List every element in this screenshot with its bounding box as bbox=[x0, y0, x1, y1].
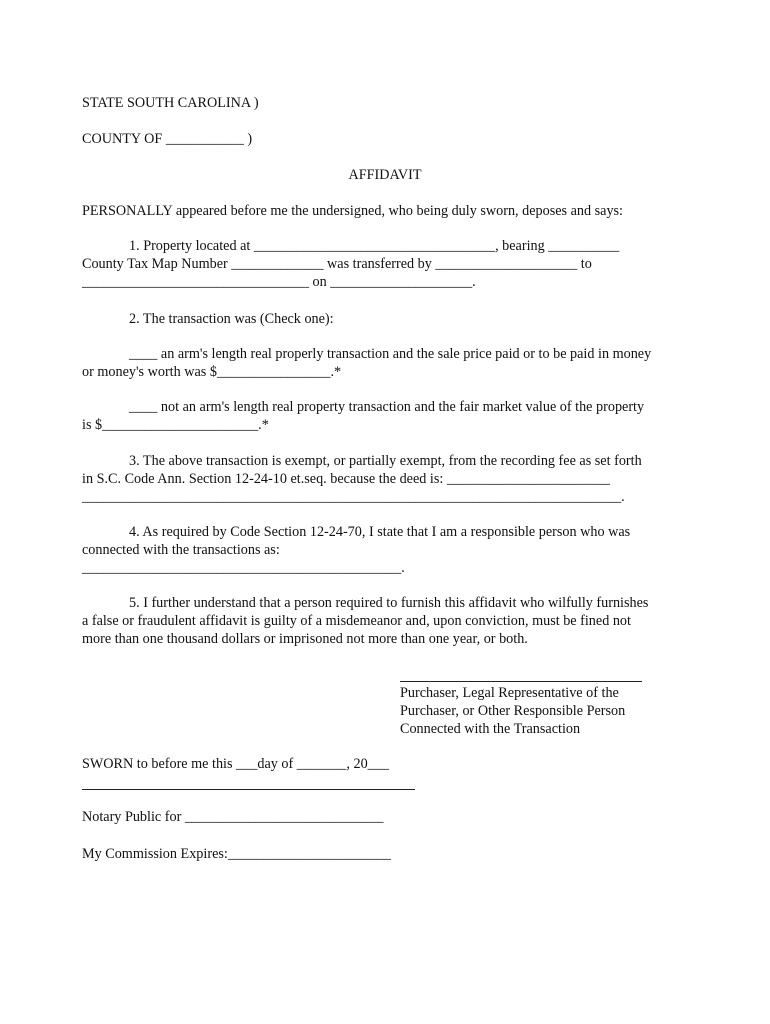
item5-line1: 5. I further understand that a person required to furnish this affidavit who wilfully furnishes bbox=[129, 595, 649, 611]
item4-line3: _____________________________________________. bbox=[82, 560, 405, 576]
state-line: STATE SOUTH CAROLINA ) bbox=[82, 95, 259, 111]
signature-caption-line3: Connected with the Transaction bbox=[400, 721, 581, 737]
item4-line2: connected with the transactions as: bbox=[82, 542, 280, 558]
document-title: AFFIDAVIT bbox=[348, 167, 422, 183]
item2-option-a-line2: or money's worth was $________________.* bbox=[82, 364, 342, 380]
sworn-line: SWORN to before me this ___day of _______, 20___ bbox=[82, 756, 389, 772]
item3-line3: ____________________________________________________________________________. bbox=[82, 489, 625, 505]
item4-line1: 4. As required by Code Section 12-24-70, I state that I am a responsible person who was bbox=[129, 524, 631, 540]
item1-line2: County Tax Map Number _____________ was transferred by ____________________ to bbox=[82, 256, 592, 272]
item2-heading: 2. The transaction was (Check one): bbox=[129, 311, 334, 327]
county-line: COUNTY OF ___________ ) bbox=[82, 131, 253, 147]
notary-signature-line[interactable] bbox=[82, 789, 415, 790]
item3-line2: in S.C. Code Ann. Section 12-24-10 et.seq. because the deed is: _______________________ bbox=[82, 471, 611, 487]
intro-paragraph: PERSONALLY appeared before me the undersigned, who being duly sworn, deposes and says: bbox=[82, 203, 624, 219]
signature-caption-line1: Purchaser, Legal Representative of the bbox=[400, 685, 619, 701]
item2-option-a-line1: ____ an arm's length real properly transaction and the sale price paid or to be paid in money bbox=[129, 346, 652, 362]
item5-line2: a false or fraudulent affidavit is guilty of a misdemeanor and, upon conviction, must be fined not bbox=[82, 613, 631, 629]
purchaser-signature-line[interactable] bbox=[400, 681, 642, 682]
commission-expires-line: My Commission Expires:_______________________ bbox=[82, 846, 391, 862]
item5-line3: more than one thousand dollars or imprisoned not more than one year, or both. bbox=[82, 631, 528, 647]
item2-option-b-line1: ____ not an arm's length real property transaction and the fair market value of the property bbox=[129, 399, 645, 415]
signature-caption-line2: Purchaser, or Other Responsible Person bbox=[400, 703, 626, 719]
notary-public-line: Notary Public for ____________________________ bbox=[82, 809, 384, 825]
item1-line1: 1. Property located at __________________________________, bearing __________ bbox=[129, 238, 620, 254]
item1-line3: ________________________________ on ____________________. bbox=[82, 274, 476, 290]
item3-line1: 3. The above transaction is exempt, or partially exempt, from the recording fee as set forth bbox=[129, 453, 642, 469]
item2-option-b-line2: is $______________________.* bbox=[82, 417, 269, 433]
